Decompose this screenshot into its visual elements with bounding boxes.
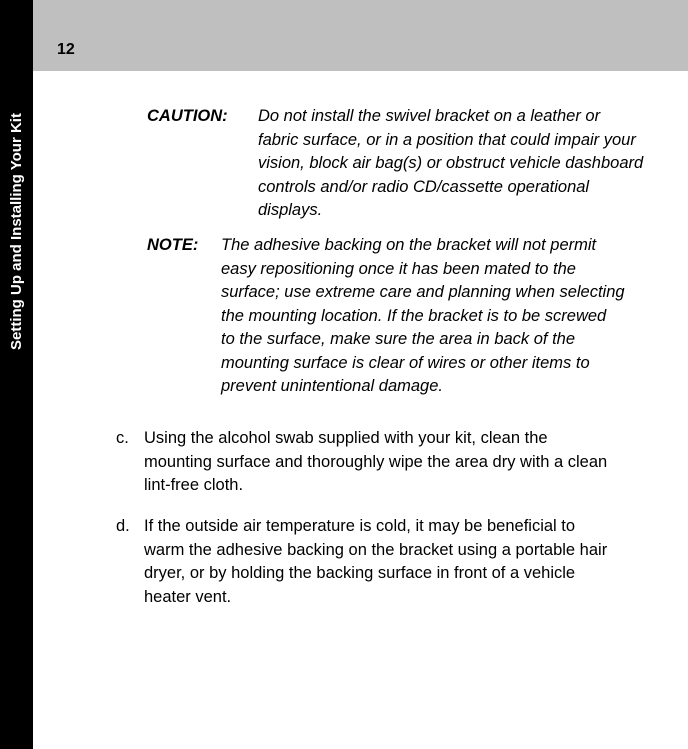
note-line: easy repositioning once it has been mated to the [221, 259, 576, 278]
note-line: to the surface, make sure the area in back of the [221, 330, 576, 348]
note-text [221, 234, 625, 399]
caution-line: vision, block air bag(s) or obstruct vehicle dashboard [258, 154, 644, 172]
step-letter: c. [116, 429, 129, 447]
step-line: mounting surface and thoroughly wipe the area dry with a clean [144, 452, 608, 471]
step-line: If the outside air temperature is cold, it may be beneficial to [144, 517, 576, 535]
step-line: Using the alcohol swab supplied with your kit, clean the [144, 429, 548, 447]
step-line: warm the adhesive backing on the bracket using a portable hair [144, 540, 608, 559]
page-header [33, 0, 688, 71]
step-letter: d. [116, 517, 130, 535]
caution-text [258, 105, 643, 223]
section-title: Setting Up and Installing Your Kit [8, 113, 25, 350]
note-line: surface; use extreme care and planning when selecting [221, 283, 625, 301]
page-number: 12 [57, 41, 75, 58]
step-text [144, 427, 607, 498]
note-line: prevent unintentional damage. [221, 377, 443, 395]
caution-line: fabric surface, or in a position that could impair your [258, 130, 636, 149]
caution-line: controls and/or radio CD/cassette operational [258, 177, 590, 196]
note-line: The adhesive backing on the bracket will not permit [221, 236, 597, 254]
step-line: lint-free cloth. [144, 476, 244, 494]
caution-line: displays. [258, 201, 323, 219]
section-sidebar [0, 0, 33, 749]
note-label: NOTE: [147, 236, 199, 254]
step-text [144, 515, 607, 609]
caution-label: CAUTION: [147, 107, 228, 125]
note-line: mounting surface is clear of wires or other items to [221, 353, 590, 372]
step-line: dryer, or by holding the backing surface in front of a vehicle [144, 564, 576, 582]
step-line: heater vent. [144, 587, 232, 606]
note-line: the mounting location. If the bracket is to be screwed [221, 306, 607, 325]
caution-line: Do not install the swivel bracket on a leather or [258, 107, 601, 125]
